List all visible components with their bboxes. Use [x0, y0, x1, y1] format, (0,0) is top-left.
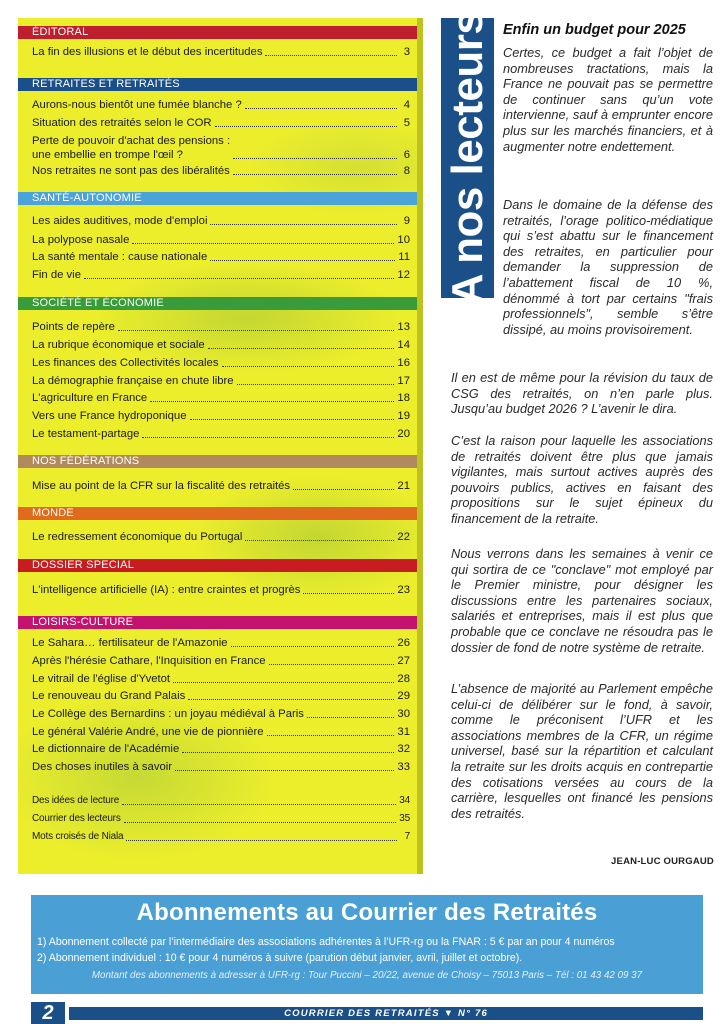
toc-entry[interactable]: L'intelligence artificielle (IA) : entre craintes et progrès 23: [32, 584, 410, 596]
toc-entry[interactable]: Le renouveau du Grand Palais 29: [32, 690, 410, 702]
section-heading-sante: SANTÉ-AUTONOMIE: [18, 192, 423, 205]
page-number: 21: [397, 480, 410, 492]
article-paragraph: Certes, ce budget a fait l’objet de nombreuses tractations, mais la France ne pouvait pas se permettre de continuer sans qu’un vote intervienne, sauf à emprunter encore plus sur les marchés financiers, et à augmenter notre endettement.: [503, 45, 713, 154]
toc-entry[interactable]: Les finances des Collectivités locales 16: [32, 357, 410, 369]
section-heading-societe: SOCIÉTÉ ET ÉCONOMIE: [18, 297, 423, 310]
page-number: 4: [403, 99, 410, 111]
page-number: 3: [403, 46, 410, 58]
toc-entry[interactable]: Fin de vie 12: [32, 269, 410, 281]
page-number: 6: [403, 149, 410, 161]
page-number: 23: [397, 584, 410, 596]
page-number: 29: [397, 690, 410, 702]
page-number: 10: [397, 234, 410, 246]
toc-entry[interactable]: Vers une France hydroponique 19: [32, 410, 410, 422]
page-number: 35: [399, 813, 410, 824]
page-number: 28: [397, 673, 410, 685]
section-heading-monde: MONDE: [18, 507, 423, 520]
page-number: 26: [397, 637, 410, 649]
page-number: 30: [397, 708, 410, 720]
page-number: 9: [403, 215, 410, 227]
page-number: 17: [397, 375, 410, 387]
subscription-address: Montant des abonnements à adresser à UFR-rg : Tour Puccini – 20/22, avenue de Choisy – 75013 Paris – Tél : 01 43 42 09 37: [91, 970, 643, 981]
toc-entry[interactable]: Points de repère 13: [32, 321, 410, 333]
publication-footer: COURRIER DES RETRAITÉS ▼ N° 76: [284, 1008, 488, 1019]
page-number: 16: [397, 357, 410, 369]
article-paragraph: Dans le domaine de la défense des retraités, l’orage politico-médiatique qui s’est abattu sur le financement des retraites, en particulier pour demander la suppression de l’abattement fiscal de 10 %, dénommé à tort par certains "frais professionnels", semble s’être dissipé, au moins provisoirement.: [503, 197, 713, 337]
page-number: 7: [404, 831, 410, 842]
page-number: 33: [397, 761, 410, 773]
section-heading-loisirs: LOISIRS-CULTURE: [18, 616, 423, 629]
toc-entry[interactable]: Le dictionnaire de l'Académie 32: [32, 743, 410, 755]
toc-entry[interactable]: Le Sahara… fertilisateur de l'Amazonie 26: [32, 637, 410, 649]
toc-entry[interactable]: Après l'hérésie Cathare, l'Inquisition en France 27: [32, 655, 410, 667]
table-of-contents: [18, 18, 423, 874]
toc-entry[interactable]: Les aides auditives, mode d'emploi 9: [32, 215, 410, 227]
toc-entry[interactable]: Le redressement économique du Portugal 22: [32, 531, 410, 543]
author-signature: JEAN-LUC OURGAUD: [611, 856, 714, 867]
section-heading-retraites: RETRAITES ET RETRAITÉS: [18, 78, 423, 91]
page-number: 27: [397, 655, 410, 667]
page-number: 31: [397, 726, 410, 738]
toc-entry-extra[interactable]: Mots croisés de Niala 7: [32, 831, 410, 842]
toc-entry[interactable]: Situation des retraités selon le COR 5: [32, 117, 410, 129]
toc-entry[interactable]: Le général Valérie André, une vie de pionnière 31: [32, 726, 410, 738]
article-paragraph: Il en est de même pour la révision du taux de CSG des retraités, on n’en parle plus. Jusqu’au budget 2026 ? L’avenir le dira.: [451, 370, 713, 417]
section-heading-dossier: DOSSIER SPECIAL: [18, 559, 423, 572]
section-heading-editorial: ÉDITORAL: [18, 26, 423, 39]
page-number: 13: [397, 321, 410, 333]
toc-entry[interactable]: Nos retraites ne sont pas des libéralités 8: [32, 165, 410, 177]
banner-vertical-title: A nos lecteurs: [442, 10, 492, 306]
article-paragraph: L’absence de majorité au Parlement empêche celui-ci de délibérer sur le fond, à savoir, comme le préconisent l’UFR et les associations membres de la CFR, un régime universel, basé sur la répartition et calculant la retraite sur les droits acquis en contrepartie des cotisations versées au cours de la carrière, lesquelles ont financé les pensions des retraités.: [451, 681, 713, 821]
toc-entry[interactable]: Le testament-partage 20: [32, 428, 410, 440]
page-number: 32: [397, 743, 410, 755]
toc-entry[interactable]: La santé mentale : cause nationale 11: [32, 251, 410, 263]
subscription-title: Abonnements au Courrier des Retraités: [136, 899, 598, 926]
toc-entry-extra[interactable]: Des idées de lecture 34: [32, 795, 410, 806]
page-number: 18: [397, 392, 410, 404]
toc-entry[interactable]: Le vitrail de l'église d'Yvetot 28: [32, 673, 410, 685]
toc-entry[interactable]: La polypose nasale 10: [32, 234, 410, 246]
page-number-badge: 2: [31, 1002, 65, 1024]
toc-entry[interactable]: L'agriculture en France 18: [32, 392, 410, 404]
page-number: 19: [397, 410, 410, 422]
toc-entry[interactable]: La fin des illusions et le début des incertitudes 3: [32, 46, 410, 58]
page-number: 5: [403, 117, 410, 129]
article-paragraph: C’est la raison pour laquelle les associations de retraités doivent être plus que jamais vigilantes, mais surtout actives auprès des pouvoirs publics, actives en faisant des propositions sur le sujet épineux du financement de la retraite.: [451, 433, 713, 526]
section-heading-federations: NOS FÉDÉRATIONS: [18, 455, 423, 468]
page-number: 20: [397, 428, 410, 440]
page-number: 11: [398, 251, 410, 263]
subscription-option-2: 2) Abonnement individuel : 10 € pour 4 numéros à suivre (parution début janvier, avril, juillet et octobre).: [37, 952, 523, 964]
subscription-option-1: 1) Abonnement collecté par l’intermédiaire des associations adhérentes à l’UFR-rg ou la FNAR : 5 € par an pour 4 numéros: [37, 936, 615, 948]
article-paragraph: Nous verrons dans les semaines à venir ce qui sortira de ce "conclave" mot employé par le Premier ministre, pour désigner les discussions entre les partenaires sociaux, salariés et entreprises, mais il est plus que probable que ce conclave ne résoudra pas le dossier de fond de notre système de retraite.: [451, 546, 713, 655]
article-title: Enfin un budget pour 2025: [503, 22, 686, 38]
page-number: 12: [397, 269, 410, 281]
toc-entry[interactable]: Des choses inutiles à savoir 33: [32, 761, 410, 773]
toc-entry[interactable]: La démographie française en chute libre 17: [32, 375, 410, 387]
page-number: 8: [403, 165, 410, 177]
toc-entry[interactable]: Perte de pouvoir d'achat des pensions : une embellie en trompe l'œil ? 6: [32, 135, 410, 161]
page-number: 14: [397, 339, 410, 351]
toc-entry-extra[interactable]: Courrier des lecteurs 35: [32, 813, 410, 824]
toc-entry[interactable]: Aurons-nous bientôt une fumée blanche ? 4: [32, 99, 410, 111]
page-number: 34: [399, 795, 410, 806]
page-number: 22: [397, 531, 410, 543]
toc-entry[interactable]: Le Collège des Bernardins : un joyau médiéval à Paris 30: [32, 708, 410, 720]
toc-entry[interactable]: Mise au point de la CFR sur la fiscalité des retraités 21: [32, 480, 410, 492]
toc-entry[interactable]: La rubrique économique et sociale 14: [32, 339, 410, 351]
